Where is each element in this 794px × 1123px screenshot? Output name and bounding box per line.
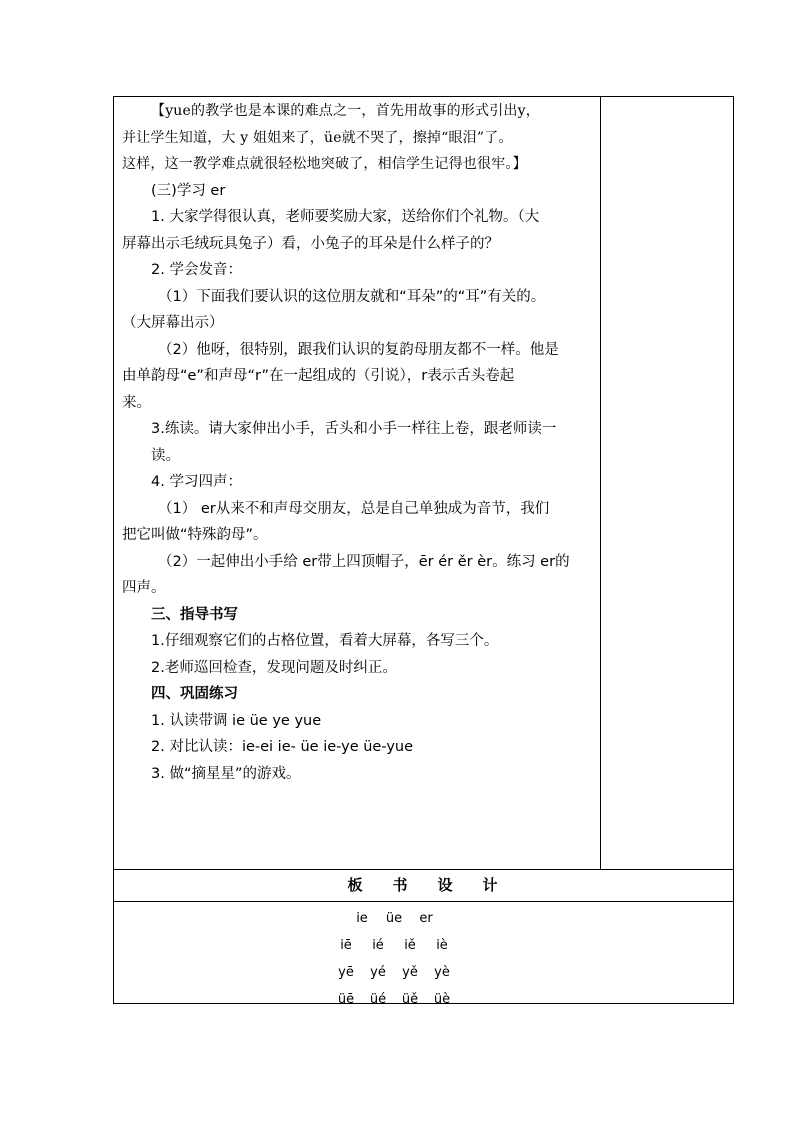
practice-step-3: 3. 做“摘星星”的游戏。 — [151, 765, 301, 782]
pinyin-syllable: ié — [372, 938, 384, 953]
step-2-1-line-b: （大屏幕出示） — [122, 315, 224, 331]
pinyin-syllable: üe — [385, 911, 403, 926]
step-4-2-line-b: 四声。 — [122, 580, 166, 596]
lesson-table — [113, 96, 734, 1007]
practice-section-heading: 四、巩固练习 — [151, 686, 238, 702]
row-divider-1 — [114, 869, 733, 870]
pinyin-syllable: ie — [356, 911, 368, 926]
step-2-2-line-b: 由单韵母“e”和声母“r”在一起组成的（引说），r表示舌头卷起 — [122, 368, 515, 384]
step-3-line-a: 3.练读。请大家伸出小手，舌头和小手一样往上卷，跟老师读一 — [151, 421, 557, 437]
teaching-note-line-2: 并让学生知道，大 y 姐姐来了，üe就不哭了，擦掉“眼泪”了。 — [122, 129, 513, 146]
pinyin-syllable: yè — [434, 965, 450, 980]
pinyin-syllable: er — [419, 911, 433, 926]
step-4-2-line-a: （2）一起伸出小手给 er带上四顶帽子，ēr ér ěr èr。练习 er的 — [158, 553, 570, 570]
writing-step-2: 2.老师巡回检查，发现问题及时纠正。 — [151, 659, 397, 676]
pinyin-syllable: üé — [369, 992, 387, 1007]
writing-step-1: 1.仔细观察它们的占格位置，看着大屏幕，各写三个。 — [151, 633, 499, 649]
step-2-1-line-a: （1）下面我们要认识的这位朋友就和“耳朵”的“耳”有关的。 — [158, 288, 546, 305]
step-1-line-b: 屏幕出示毛绒玩具兔子）看，小兔子的耳朵是什么样子的？ — [122, 235, 499, 252]
lesson-content — [122, 97, 597, 787]
board-title-char: 计 — [482, 876, 500, 894]
practice-step-2: 2. 对比认读：ie-ei ie- üe ie-ye üe-yue — [151, 739, 414, 755]
practice-step-1: 1. 认读带调 ie üe ye yue — [151, 712, 322, 729]
board-title-char: 书 — [392, 876, 410, 894]
step-4-1-line-a: （1） er从来不和声母交朋友，总是自己单独成为音节，我们 — [158, 500, 550, 517]
step-1-line-a: 1. 大家学得很认真，老师要奖励大家，送给你们个礼物。（大 — [151, 209, 540, 225]
pinyin-syllable: iě — [404, 938, 416, 953]
pinyin-syllable: iè — [436, 938, 448, 953]
board-row — [114, 905, 733, 932]
row-divider-2 — [114, 901, 733, 902]
board-row — [114, 959, 733, 986]
pinyin-syllable: yě — [402, 965, 418, 980]
pinyin-syllable: üē — [337, 992, 355, 1007]
board-title-char: 设 — [437, 876, 455, 894]
pinyin-syllable: yē — [338, 965, 354, 980]
writing-section-heading: 三、指导书写 — [151, 606, 238, 623]
teaching-note-line-3: 这样，这一教学难点就很轻松地突破了，相信学生记得也很牢。】 — [122, 156, 527, 172]
pinyin-syllable: yé — [370, 965, 386, 980]
step-2-2-line-a: （2）他呀，很特别，跟我们认识的复韵母朋友都不一样。他是 — [158, 341, 559, 358]
column-divider — [600, 97, 601, 869]
board-row — [114, 932, 733, 959]
board-design-title — [114, 874, 733, 895]
step-4-heading: 4. 学习四声： — [151, 474, 242, 490]
step-2-heading: 2. 学会发音： — [151, 262, 242, 278]
pinyin-syllable: üě — [401, 992, 419, 1007]
board-row — [114, 986, 733, 1013]
board-design-content — [114, 905, 733, 1013]
step-4-1-line-b: 把它叫做“特殊韵母”。 — [122, 527, 268, 543]
step-3-line-b: 读。 — [151, 447, 180, 464]
step-2-2-line-c: 来。 — [122, 394, 151, 411]
section-3-heading: (三)学习 er — [151, 182, 226, 199]
teaching-note-line-1: 【yue的教学也是本课的难点之一，首先用故事的形式引出y， — [151, 103, 540, 119]
pinyin-syllable: iē — [340, 938, 352, 953]
pinyin-syllable: üè — [433, 992, 451, 1007]
board-title-char: 板 — [347, 876, 365, 894]
